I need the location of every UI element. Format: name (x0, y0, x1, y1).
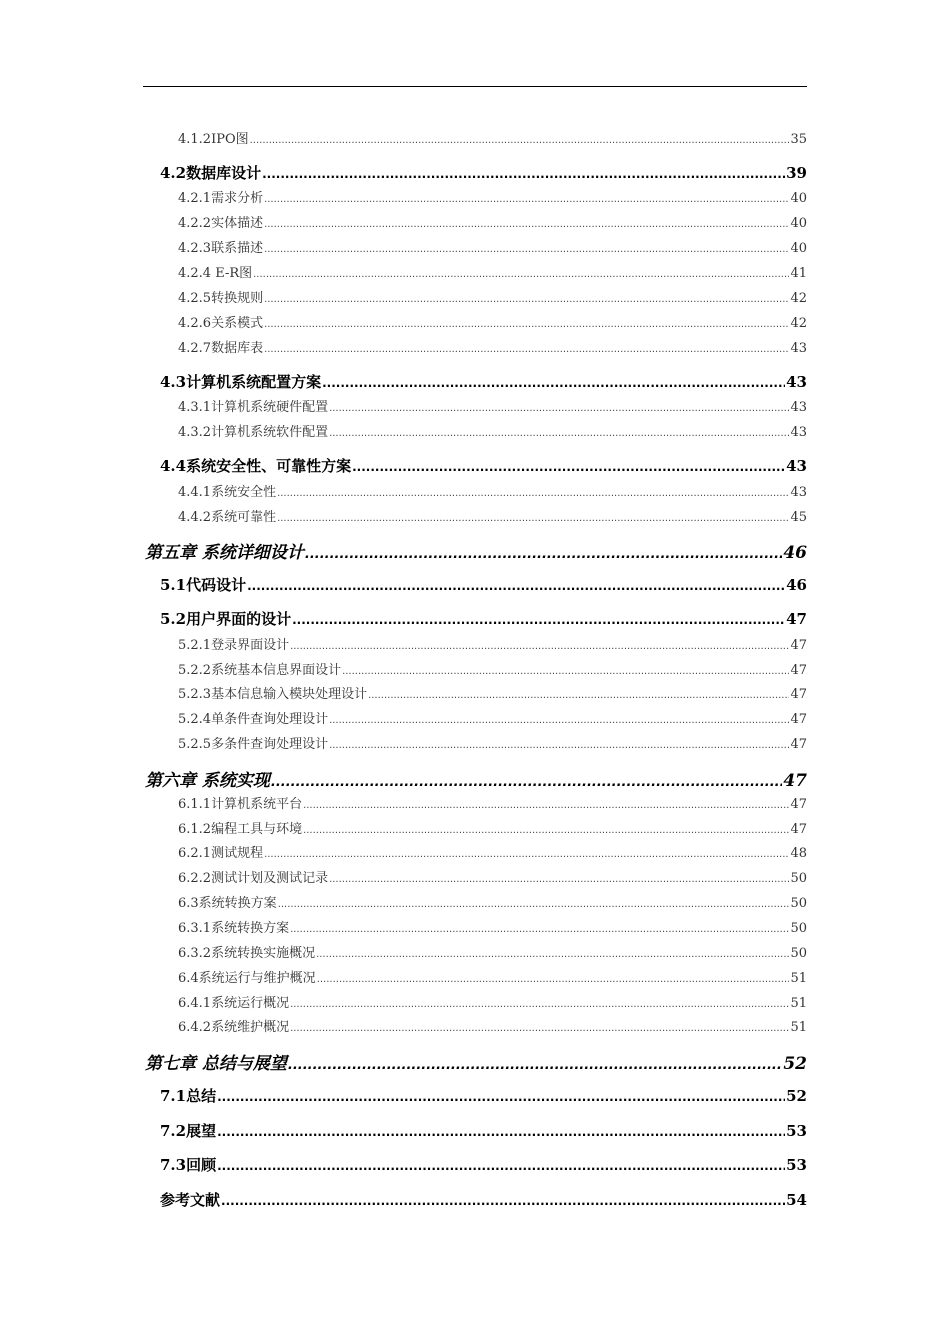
toc-entry-page-number: 47 (790, 737, 807, 752)
toc-entry-label: 7.1总结 (160, 1087, 217, 1105)
toc-entry-label: 5.2.4单条件查询处理设计 (178, 712, 329, 727)
toc-entry-page-number: 50 (790, 946, 807, 961)
toc-entry-label: 6.4.2系统维护概况 (178, 1020, 290, 1035)
toc-entry-label: 第七章 总结与展望 (145, 1054, 287, 1074)
toc-entry-page-number: 52 (783, 1054, 807, 1074)
toc-entry-label: 4.2.6关系模式 (178, 316, 264, 331)
toc-entry-page-number: 45 (790, 510, 807, 525)
toc-entry-page-number: 43 (790, 341, 807, 356)
toc-leader-dots (329, 740, 789, 751)
toc-entry[interactable] (178, 708, 807, 726)
toc-entry-page-number: 50 (790, 871, 807, 886)
toc-entry-label: 参考文献 (160, 1191, 221, 1209)
toc-entry-label: 6.4系统运行与维护概况 (178, 971, 316, 986)
toc-entry-label: 6.4.1系统运行概况 (178, 996, 290, 1011)
toc-leader-dots (264, 294, 789, 305)
toc-entry[interactable] (178, 337, 807, 355)
toc-entry[interactable] (145, 766, 807, 791)
toc-entry-label: 4.3计算机系统配置方案 (160, 373, 322, 391)
toc-leader-dots (290, 999, 789, 1010)
toc-entry-label: 5.2用户界面的设计 (160, 610, 292, 628)
toc-entry-label: 4.2.1需求分析 (178, 191, 264, 206)
toc-leader-dots (253, 269, 789, 280)
toc-entry[interactable] (178, 287, 807, 305)
toc-entry[interactable] (178, 683, 807, 701)
toc-leader-dots (264, 194, 789, 205)
toc-entry-label: 4.3.2计算机系统软件配置 (178, 425, 329, 440)
toc-entry-page-number: 47 (790, 687, 807, 702)
toc-leader-dots (316, 949, 789, 960)
toc-entry-label: 5.2.1登录界面设计 (178, 638, 290, 653)
toc-leader-dots (264, 849, 789, 860)
toc-entry-page-number: 51 (790, 971, 807, 986)
toc-leader-dots (217, 1125, 785, 1139)
toc-entry-page-number: 43 (790, 485, 807, 500)
toc-entry-label: 5.2.3基本信息输入模块处理设计 (178, 687, 368, 702)
toc-entry-page-number: 54 (786, 1191, 807, 1209)
toc-entry-page-number: 47 (790, 638, 807, 653)
toc-entry[interactable] (178, 1016, 807, 1034)
toc-entry-page-number: 47 (783, 771, 807, 791)
toc-entry-label: 7.2展望 (160, 1122, 217, 1140)
toc-entry-page-number: 47 (790, 797, 807, 812)
toc-entry-label: 4.2.7数据库表 (178, 341, 264, 356)
toc-entry-label: 第五章 系统详细设计 (145, 543, 304, 563)
toc-entry-page-number: 48 (790, 846, 807, 861)
toc-entry-label: 6.2.2测试计划及测试记录 (178, 871, 329, 886)
toc-entry[interactable] (145, 538, 807, 563)
toc-leader-dots (264, 219, 789, 230)
toc-leader-dots (290, 641, 789, 652)
toc-entry-label: 5.2.2系统基本信息界面设计 (178, 663, 342, 678)
toc-leader-dots (264, 344, 789, 355)
toc-entry-page-number: 40 (790, 191, 807, 206)
toc-entry-page-number: 50 (790, 921, 807, 936)
toc-entry-label: 4.2.3联系描述 (178, 241, 264, 256)
toc-entry-page-number: 43 (790, 425, 807, 440)
toc-entry[interactable] (178, 481, 807, 499)
toc-entry-page-number: 50 (790, 896, 807, 911)
toc-leader-dots (264, 319, 789, 330)
toc-entry-label: 6.2.1测试规程 (178, 846, 264, 861)
toc-entry-label: 第六章 系统实现 (145, 771, 270, 791)
toc-entry-label: 6.1.2编程工具与环境 (178, 822, 303, 837)
toc-leader-dots (271, 775, 782, 790)
toc-entry[interactable] (178, 187, 807, 205)
toc-leader-dots (250, 135, 790, 146)
toc-entry-page-number: 43 (790, 400, 807, 415)
toc-entry[interactable] (178, 992, 807, 1010)
toc-entry-label: 5.2.5多条件查询处理设计 (178, 737, 329, 752)
toc-entry-page-number: 52 (786, 1087, 807, 1105)
toc-entry-page-number: 41 (790, 266, 807, 281)
toc-leader-dots (277, 488, 789, 499)
toc-entry-page-number: 43 (786, 457, 807, 475)
toc-entry-page-number: 47 (786, 610, 807, 628)
toc-entry[interactable] (160, 162, 807, 182)
toc-leader-dots (292, 613, 785, 627)
toc-entry-page-number: 42 (790, 291, 807, 306)
toc-entry[interactable] (160, 1085, 807, 1105)
toc-entry-page-number: 53 (786, 1122, 807, 1140)
toc-entry[interactable] (178, 634, 807, 652)
header-rule (143, 86, 807, 87)
toc-entry[interactable] (178, 128, 807, 146)
toc-leader-dots (352, 460, 785, 474)
toc-leader-dots (329, 715, 789, 726)
toc-entry-page-number: 42 (790, 316, 807, 331)
toc-entry-page-number: 47 (790, 712, 807, 727)
toc-leader-dots (368, 690, 789, 701)
toc-entry-label: 4.2.4 E-R图 (178, 266, 253, 281)
toc-leader-dots (278, 899, 790, 910)
toc-entry[interactable] (160, 1189, 807, 1209)
toc-entry[interactable] (178, 942, 807, 960)
toc-leader-dots (217, 1090, 785, 1104)
toc-entry-page-number: 51 (790, 1020, 807, 1035)
toc-leader-dots (217, 1159, 785, 1173)
toc-entry-page-number: 40 (790, 216, 807, 231)
toc-entry-label: 4.4.2系统可靠性 (178, 510, 277, 525)
toc-leader-dots (262, 167, 785, 181)
toc-entry[interactable] (178, 659, 807, 677)
toc-entry[interactable] (160, 371, 807, 391)
toc-entry[interactable] (178, 262, 807, 280)
toc-leader-dots (322, 376, 785, 390)
toc-leader-dots (329, 428, 789, 439)
toc-entry[interactable] (178, 237, 807, 255)
toc-entry-page-number: 43 (786, 373, 807, 391)
toc-entry[interactable] (160, 608, 807, 628)
toc-entry[interactable] (160, 1154, 807, 1174)
toc-entry[interactable] (178, 212, 807, 230)
toc-leader-dots (290, 1023, 789, 1034)
toc-leader-dots (264, 244, 789, 255)
toc-entry[interactable] (178, 842, 807, 860)
toc-leader-dots (305, 547, 782, 562)
toc-entry[interactable] (178, 917, 807, 935)
toc-entry-page-number: 47 (790, 663, 807, 678)
toc-leader-dots (277, 513, 789, 524)
toc-entry[interactable] (178, 818, 807, 836)
toc-entry-label: 5.1代码设计 (160, 576, 247, 594)
toc-entry[interactable] (178, 867, 807, 885)
toc-entry[interactable] (145, 1049, 807, 1074)
toc-leader-dots (329, 874, 789, 885)
toc-entry-page-number: 46 (786, 576, 807, 594)
toc-leader-dots (317, 974, 790, 985)
toc-entry-page-number: 53 (786, 1156, 807, 1174)
toc-entry[interactable] (178, 892, 807, 910)
toc-entry-page-number: 46 (783, 543, 807, 563)
toc-entry[interactable] (160, 1120, 807, 1140)
toc-entry-label: 6.3系统转换方案 (178, 896, 277, 911)
toc-entry-label: 4.2.2实体描述 (178, 216, 264, 231)
toc-leader-dots (221, 1194, 785, 1208)
toc-leader-dots (342, 666, 789, 677)
toc-leader-dots (247, 579, 785, 593)
toc-entry-label: 6.3.1系统转换方案 (178, 921, 290, 936)
toc-entry[interactable] (178, 396, 807, 414)
toc-entry[interactable] (178, 312, 807, 330)
toc-leader-dots (303, 800, 789, 811)
toc-entry-label: 4.2数据库设计 (160, 164, 262, 182)
toc-entry-label: 4.4.1系统安全性 (178, 485, 277, 500)
toc-leader-dots (329, 403, 789, 414)
toc-entry[interactable] (160, 455, 807, 475)
toc-entry[interactable] (178, 793, 807, 811)
toc-entry[interactable] (178, 421, 807, 439)
toc-entry-page-number: 40 (790, 241, 807, 256)
toc-entry[interactable] (178, 733, 807, 751)
toc-entry-label: 4.4系统安全性、可靠性方案 (160, 457, 352, 475)
toc-entry-page-number: 51 (790, 996, 807, 1011)
toc-entry[interactable] (160, 574, 807, 594)
toc-entry[interactable] (178, 967, 807, 985)
toc-entry-page-number: 35 (790, 132, 807, 147)
toc-entry-label: 7.3回顾 (160, 1156, 217, 1174)
toc-entry-label: 6.1.1计算机系统平台 (178, 797, 303, 812)
toc-entry-label: 6.3.2系统转换实施概况 (178, 946, 316, 961)
toc-entry[interactable] (178, 506, 807, 524)
toc-leader-dots (290, 924, 789, 935)
toc-entry-label: 4.3.1计算机系统硬件配置 (178, 400, 329, 415)
toc-leader-dots (288, 1058, 782, 1073)
toc-leader-dots (303, 825, 789, 836)
toc-entry-label: 4.2.5转换规则 (178, 291, 264, 306)
toc-entry-page-number: 47 (790, 822, 807, 837)
toc-entry-label: 4.1.2IPO图 (178, 132, 249, 147)
toc-entry-page-number: 39 (786, 164, 807, 182)
